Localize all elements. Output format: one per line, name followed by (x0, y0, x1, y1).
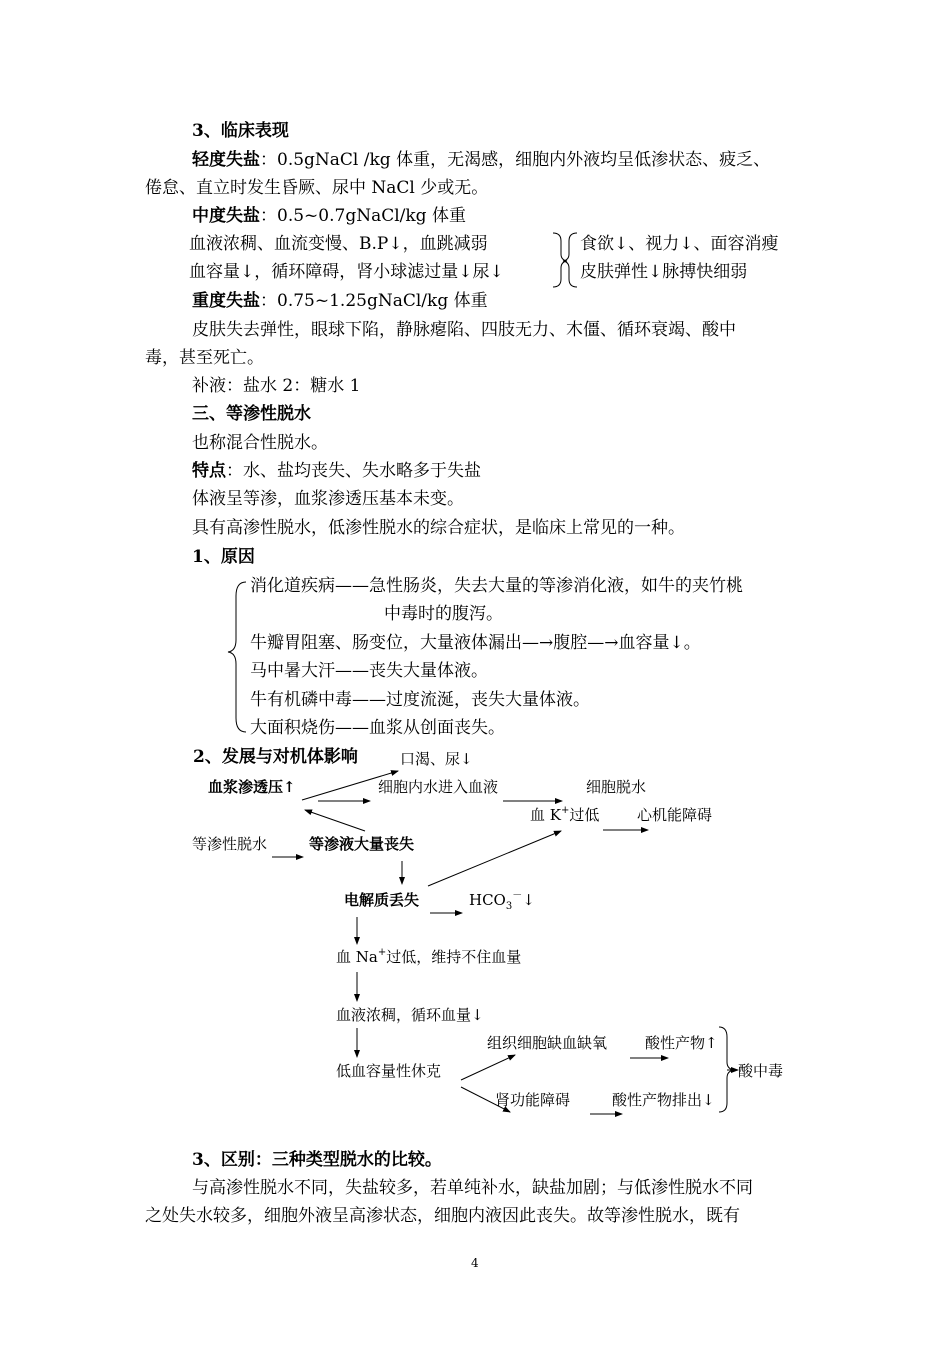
severe-label: 重度失盐 (192, 291, 260, 311)
node-renal-dysfunction: 肾功能障碍 (495, 1091, 571, 1109)
severe-text: ：0.75~1.25gNaCl/kg 体重 (260, 291, 488, 311)
cause-item-4: 牛有机磷中毒——过度流涎，丧失大量体液。 (250, 690, 590, 710)
isotonic-heading: 三、等渗性脱水 (192, 404, 311, 424)
node-heart-dysfunction: 心机能障碍 (637, 806, 713, 824)
hco-pre: HCO (469, 891, 506, 909)
arrow-fluidloss-plasma (305, 810, 365, 831)
cause-item-3: 马中暑大汗——丧失大量体液。 (250, 661, 488, 681)
severe-desc-2: 毒，甚至死亡。 (145, 348, 264, 368)
causes-heading: 1、原因 (192, 547, 255, 567)
moderate-label: 中度失盐 (192, 206, 260, 226)
severe-desc-1: 皮肤失去弹性，眼球下陷，静脉瘪陷、四肢无力、木僵、循环衰竭、酸中 (192, 320, 736, 340)
arrow-plasma-thirst (302, 771, 398, 800)
causes-brace (228, 582, 246, 732)
node-blood-thick: 血液浓稠，循环血量↓ (336, 1006, 484, 1024)
moderate-left-1: 血液浓稠、血流变慢、B.P↓，血跳减弱 (189, 234, 488, 254)
moderate-text: ：0.5~0.7gNaCl/kg 体重 (260, 206, 466, 226)
isotonic-line-2: 体液呈等渗，血浆渗透压基本未变。 (192, 489, 464, 509)
k-post: 过低 (569, 806, 600, 824)
mild-text: ：0.5gNaCl /kg 体重，无渴感，细胞内外液均呈低渗状态、疲乏、 (260, 150, 771, 170)
node-electrolyte-loss: 电解质丢失 (344, 891, 420, 909)
hco-sup: － (512, 890, 523, 901)
comparison-heading: 3、区别：三种类型脱水的比较。 (192, 1150, 442, 1170)
cause-item-1: 消化道疾病——急性肠炎，失去大量的等渗消化液，如牛的夹竹桃 (250, 576, 743, 596)
isotonic-alias: 也称混合性脱水。 (192, 433, 328, 453)
node-intracellular-water: 细胞内水进入血液 (378, 778, 499, 796)
arrow-electrolyte-potassium (428, 831, 561, 886)
page-number: 4 (471, 1256, 479, 1270)
hco-sub: 3 (505, 901, 513, 912)
mild-line-2: 倦怠、直立时发生昏厥、尿中 NaCl 少或无。 (145, 178, 489, 198)
fluid-ratio: 补液：盐水 2：糖水 1 (192, 376, 361, 396)
arrow-shock-renal (461, 1087, 510, 1112)
feature-text: ：水、盐均丧失、失水略多于失盐 (226, 461, 481, 481)
na-sup: + (377, 947, 387, 958)
hco-post: ↓ (522, 891, 535, 909)
isotonic-line-3: 具有高渗性脱水，低渗性脱水的综合症状，是临床上常见的一种。 (192, 518, 685, 538)
node-hypoxia: 组织细胞缺血缺氧 (487, 1034, 608, 1052)
moderate-right-1: 食欲↓、视力↓、面容消瘦 (580, 234, 779, 254)
k-pre: 血 K (530, 806, 561, 824)
node-hypovolemic-shock: 低血容量性休克 (336, 1062, 442, 1080)
na-post: 过低，维持不住血量 (386, 948, 522, 966)
comparison-line-2: 之处失水较多，细胞外液呈高渗状态，细胞内液因此丧失。故等渗性脱水，既有 (145, 1206, 740, 1226)
node-cell-dehydration: 细胞脱水 (586, 778, 647, 796)
moderate-left-2: 血容量↓，循环障碍，肾小球滤过量↓尿↓ (189, 262, 504, 282)
node-isotonic-fluid-loss: 等渗液大量丧失 (309, 835, 415, 853)
development-heading: 2、发展与对机体影响 (193, 747, 358, 767)
node-acid-products-up: 酸性产物↑ (645, 1034, 718, 1052)
node-acid-excretion-down: 酸性产物排出↓ (612, 1091, 715, 1109)
clinical-heading: 3、临床表现 (192, 121, 289, 141)
moderate-brace-right (563, 233, 577, 287)
comparison-line-1: 与高渗性脱水不同，失盐较多，若单纯补水，缺盐加剧；与低渗性脱水不同 (192, 1178, 753, 1198)
k-sup: + (560, 805, 570, 816)
node-acidosis: 酸中毒 (738, 1062, 784, 1080)
moderate-right-2: 皮肤弹性↓脉搏快细弱 (580, 262, 748, 282)
cause-item-5: 大面积烧伤——血浆从创面丧失。 (250, 718, 505, 738)
cause-item-2: 牛瓣胃阻塞、肠变位，大量液体漏出—→腹腔—→血容量↓。 (250, 633, 701, 653)
node-thirst: 口渴、尿↓ (400, 750, 473, 768)
cause-item-1-cont: 中毒时的腹泻。 (384, 604, 503, 624)
mild-label: 轻度失盐 (192, 150, 260, 170)
na-pre: 血 Na (336, 948, 378, 966)
feature-label: 特点 (192, 461, 226, 481)
node-isotonic-dehydration: 等渗性脱水 (192, 835, 268, 853)
arrow-shock-hypoxia (461, 1055, 515, 1080)
node-plasma-osmotic: 血浆渗透压↑ (208, 778, 296, 796)
